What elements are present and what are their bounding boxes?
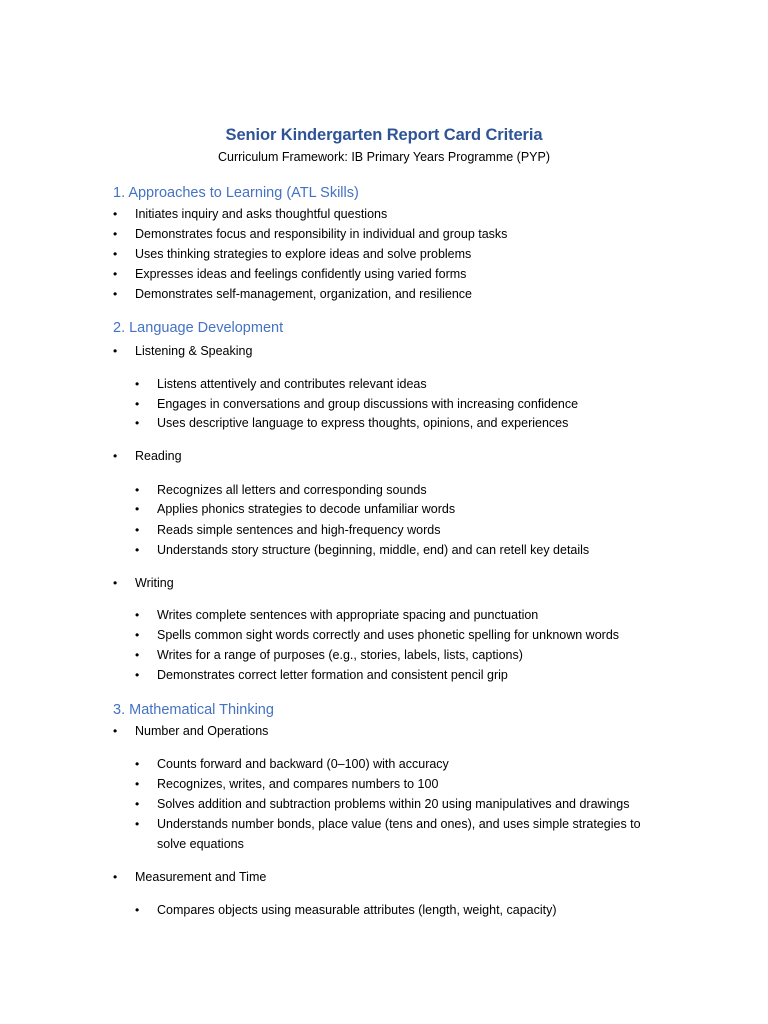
bullet-icon: •	[135, 608, 140, 622]
list-group-label-text: Writing	[135, 576, 174, 590]
bullet-icon: •	[135, 777, 140, 791]
bullet-icon: •	[135, 397, 140, 411]
bullet-icon: •	[135, 377, 140, 391]
list-item-text: Writes for a range of purposes (e.g., stories, labels, lists, captions)	[157, 648, 523, 662]
list-item-text: Initiates inquiry and asks thoughtful questions	[135, 207, 388, 221]
bullet-icon: •	[135, 817, 140, 831]
list-item-text: Counts forward and backward (0–100) with accuracy	[157, 757, 449, 771]
list-item-text: Uses descriptive language to express thoughts, opinions, and experiences	[157, 416, 569, 430]
bullet-icon: •	[135, 903, 140, 917]
list-item-text: Engages in conversations and group discussions with increasing confidence	[157, 397, 579, 411]
list-item-text: Demonstrates self-management, organization, and resilience	[135, 287, 472, 301]
document-title: Senior Kindergarten Report Card Criteria	[225, 126, 543, 144]
list-item-text: Compares objects using measurable attributes (length, weight, capacity)	[157, 903, 557, 917]
list-item-text: Understands number bonds, place value (tens and ones), and uses simple strategies to solve equations	[157, 817, 641, 851]
list-item-text: Demonstrates focus and responsibility in individual and group tasks	[135, 227, 508, 241]
bullet-icon: •	[113, 344, 118, 358]
list-item-text: Demonstrates correct letter formation and consistent pencil grip	[157, 668, 508, 682]
bullet-icon: •	[113, 207, 118, 221]
list-item-text: Spells common sight words correctly and uses phonetic spelling for unknown words	[157, 628, 620, 642]
list-item-text: Expresses ideas and feelings confidently using varied forms	[135, 267, 467, 281]
list-item-text: Reads simple sentences and high-frequency words	[157, 523, 441, 537]
list-item-text: Solves addition and subtraction problems within 20 using manipulatives and drawings	[157, 797, 630, 811]
bullet-icon: •	[135, 628, 140, 642]
bullet-icon: •	[135, 523, 140, 537]
bullet-icon: •	[113, 449, 118, 463]
bullet-icon: •	[113, 267, 118, 281]
bullet-icon: •	[135, 416, 140, 430]
list-item-text: Understands story structure (beginning, middle, end) and can retell key details	[157, 543, 590, 557]
list-group-label-text: Number and Operations	[135, 724, 269, 738]
list-item-text: Applies phonics strategies to decode unfamiliar words	[157, 502, 456, 516]
bullet-icon: •	[135, 797, 140, 811]
list-group-label-text: Reading	[135, 449, 182, 463]
section-heading-atl: 1. Approaches to Learning (ATL Skills)	[113, 185, 359, 201]
bullet-icon: •	[113, 576, 118, 590]
bullet-icon: •	[135, 648, 140, 662]
bullet-icon: •	[135, 502, 140, 516]
bullet-icon: •	[113, 870, 118, 884]
bullet-icon: •	[113, 227, 118, 241]
bullet-icon: •	[135, 543, 140, 557]
list-item-text: Uses thinking strategies to explore ideas and solve problems	[135, 247, 472, 261]
document-subtitle: Curriculum Framework: IB Primary Years Programme (PYP)	[217, 150, 551, 164]
section-heading-math: 3. Mathematical Thinking	[113, 702, 274, 718]
list-item-text: Listens attentively and contributes relevant ideas	[157, 377, 427, 391]
section-heading-language: 2. Language Development	[113, 320, 284, 336]
list-item-text: Recognizes, writes, and compares numbers to 100	[157, 777, 439, 791]
list-item-text: Writes complete sentences with appropriate spacing and punctuation	[157, 608, 539, 622]
list-item-text: Recognizes all letters and corresponding sounds	[157, 483, 427, 497]
bullet-icon: •	[135, 757, 140, 771]
bullet-icon: •	[113, 287, 118, 301]
list-group-label-text: Measurement and Time	[135, 870, 267, 884]
list-group-label-text: Listening & Speaking	[135, 344, 253, 358]
bullet-icon: •	[113, 724, 118, 738]
bullet-icon: •	[135, 483, 140, 497]
bullet-icon: •	[135, 668, 140, 682]
bullet-icon: •	[113, 247, 118, 261]
